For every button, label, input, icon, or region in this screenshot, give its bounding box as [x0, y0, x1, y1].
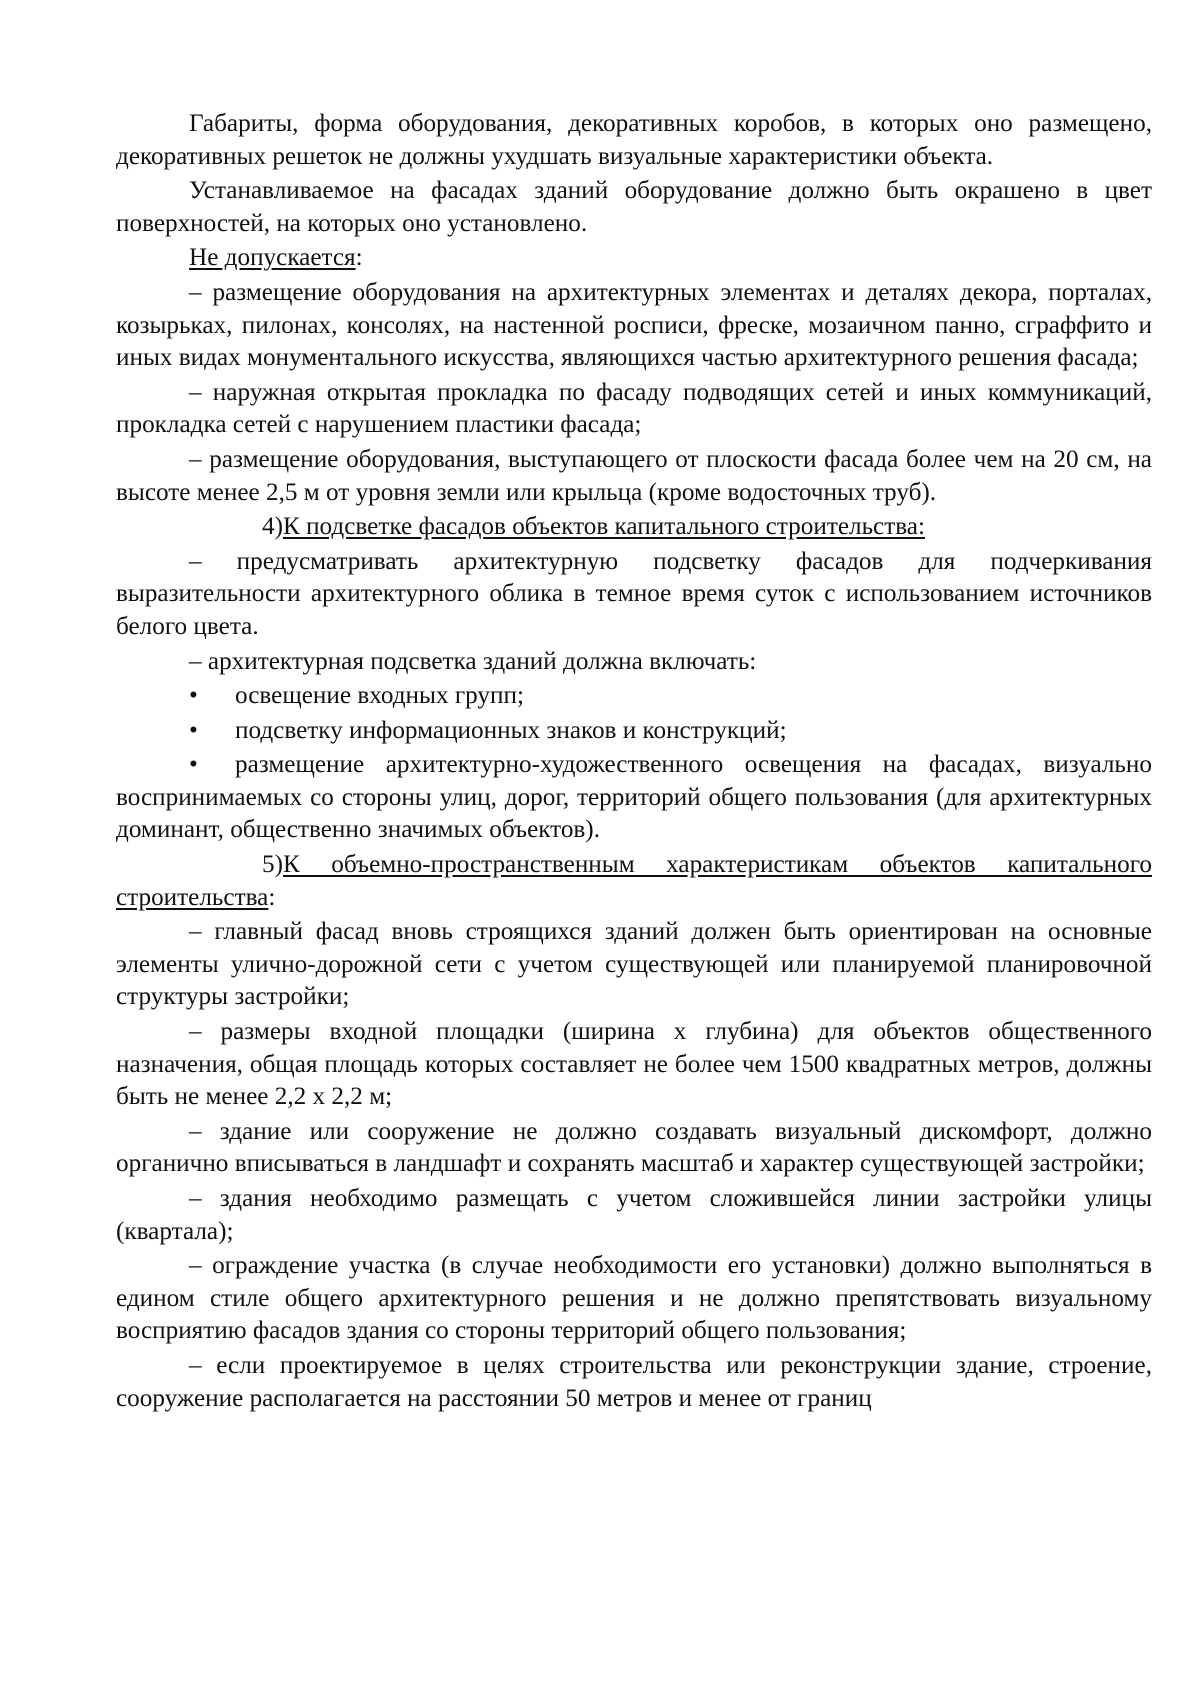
section-5-number: 5) — [262, 851, 283, 879]
section-4-title: К подсветке фасадов объектов капитального строительства: — [282, 513, 925, 541]
document-page — [116, 108, 1152, 1417]
list-item-main-facade: – главный фасад вновь строящихся зданий должен быть ориентирован на основные элементы улично-дорожной сети с учетом существующей или планируемой планировочной структуры застройки; — [116, 918, 1152, 1011]
section-4-number: 4) — [262, 513, 283, 541]
bullet-icon: • — [189, 751, 198, 779]
list-item-building-line: – здания необходимо размещать с учетом сложившейся линии застройки улицы (квартала); — [116, 1185, 1152, 1245]
list-item-fencing: – ограждение участка (в случае необходимости его установки) должно выполняться в едином стиле общего архитектурного решения и не должно препятствовать визуальному восприятию фасадов здания со стороны территорий общего пользования; — [116, 1252, 1152, 1345]
bullet-item-facade-lighting — [116, 749, 1152, 847]
section-5-heading — [116, 849, 1152, 914]
bullet-text: размещение архитектурно-художественного освещения на фасадах, визуально воспринимаемых со стороны улиц, дорог, территорий общего пользования (для архитектурных доминант, общественно значимых объектов). — [116, 751, 1152, 844]
bullet-icon: • — [189, 716, 198, 744]
list-item-open-networks: – наружная открытая прокладка по фасаду подводящих сетей и иных коммуникаций, прокладка сетей с нарушением пластики фасада; — [116, 378, 1152, 439]
paragraph-not-allowed-heading — [116, 242, 1152, 275]
list-item-architectural-lighting: – предусматривать архитектурную подсветку фасадов для подчеркивания выразительности архитектурного облика в темное время суток с использованием источников белого цвета. — [116, 547, 1152, 640]
not-allowed-heading: Не допускается — [189, 244, 356, 272]
list-item-lighting-includes: – архитектурная подсветка зданий должна включать: — [189, 647, 757, 675]
bullet-item-sign-lighting — [116, 715, 1152, 748]
bullet-text: подсветку информационных знаков и конструкций; — [235, 716, 787, 744]
paragraph-equipment-dimensions: Габариты, форма оборудования, декоративных коробов, в которых оно размещено, декоративных решеток не должны ухудшать визуальные характеристики объекта. — [116, 110, 1152, 170]
section-5-title: К объемно-пространственным характеристикам объектов капитального строительства — [116, 851, 1152, 911]
section-4-heading — [116, 511, 1152, 544]
list-item-visual-discomfort: – здание или сооружение не должно создавать визуальный дискомфорт, должно органично вписываться в ландшафт и сохранять масштаб и характер существующей застройки; — [116, 1117, 1152, 1178]
paragraph-equipment-color: Устанавливаемое на фасадах зданий оборудование должно быть окрашено в цвет поверхностей, на которых оно установлено. — [116, 177, 1152, 237]
not-allowed-colon: : — [355, 244, 363, 272]
bullet-text: освещение входных групп; — [235, 682, 524, 710]
bullet-item-entrance-lighting — [116, 680, 1152, 713]
list-item-decor-placement: – размещение оборудования на архитектурных элементах и деталях декора, порталах, козырьках, пилонах, консолях, на настенной росписи, фреске, мозаичном панно, сграффито и иных видах монументального искусства, являющихся частью архитектурного решения фасада; — [116, 278, 1152, 372]
list-item-protruding-equipment: – размещение оборудования, выступающего от плоскости фасада более чем на 20 см, на высоте менее 2,5 м от уровня земли или крыльца (кроме водосточных труб). — [116, 445, 1152, 506]
list-item-distance-50m: – если проектируемое в целях строительства или реконструкции здание, строение, сооружение располагается на расстоянии 50 метров и менее от границ — [116, 1351, 1152, 1412]
bullet-icon: • — [189, 682, 198, 710]
section-5-colon: : — [268, 883, 276, 911]
list-item-entrance-platform: – размеры входной площадки (ширина х глубина) для объектов общественного назначения, общая площадь которых составляет не более чем 1500 квадратных метров, должны быть не менее 2,2 х 2,2 м; — [116, 1018, 1152, 1111]
